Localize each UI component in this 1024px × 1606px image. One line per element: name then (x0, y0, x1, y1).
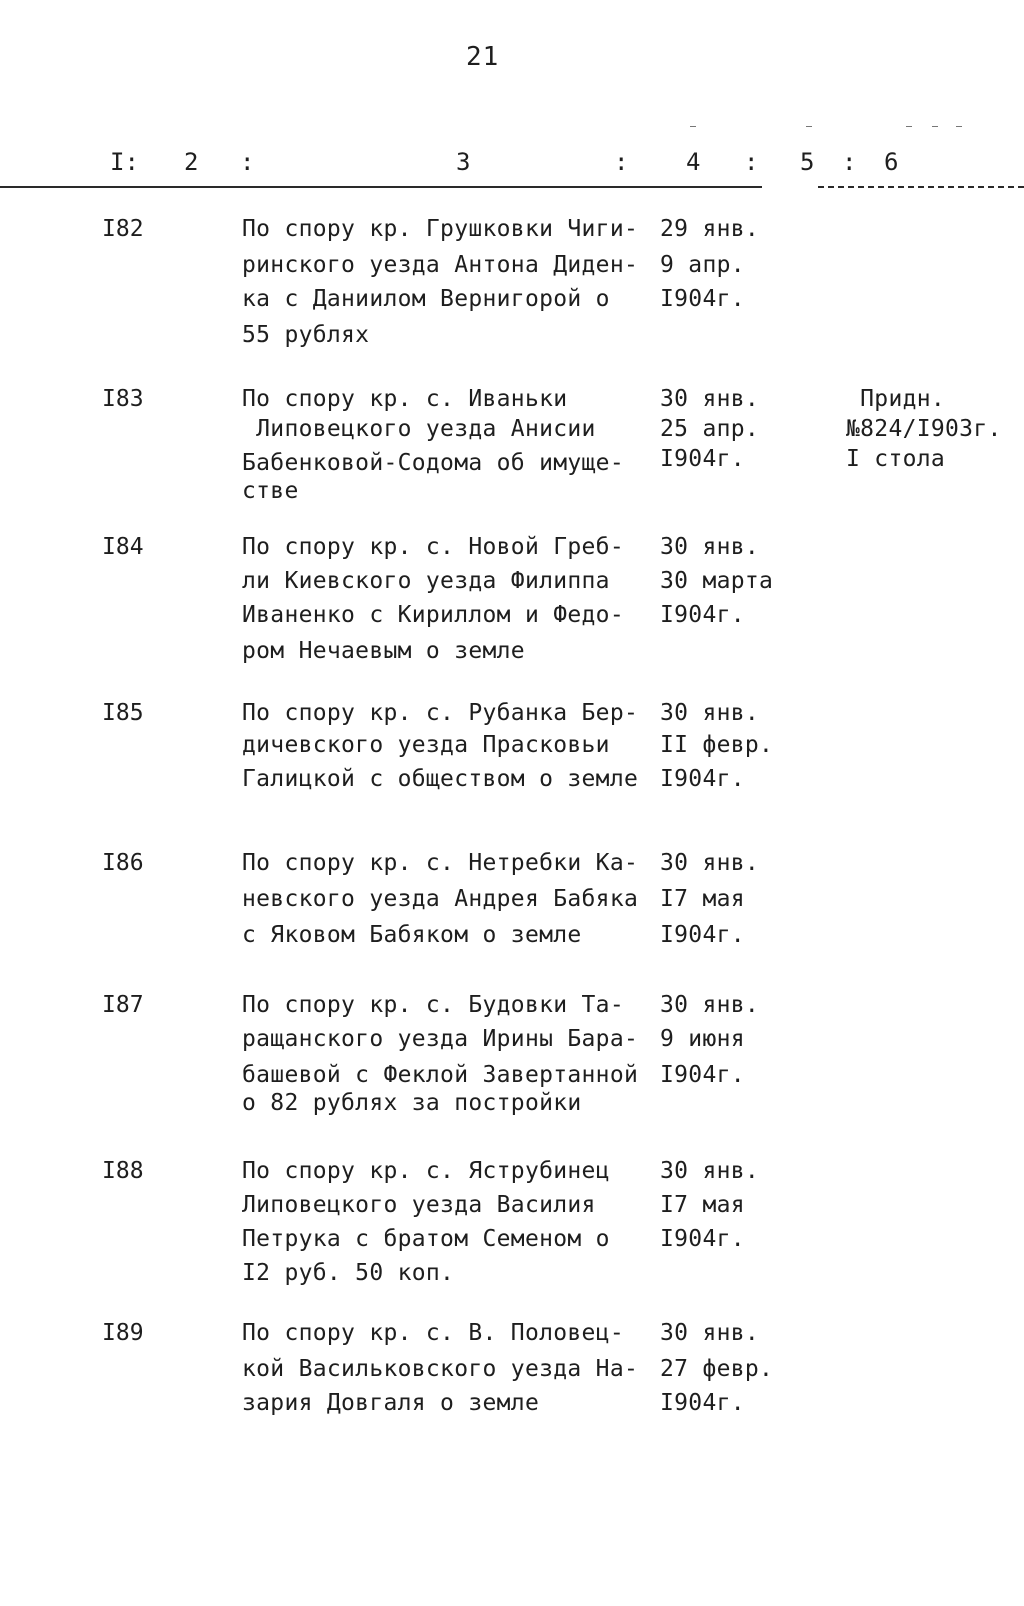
header-tick (932, 126, 938, 127)
page-number: 21 (466, 42, 500, 72)
header-rule (0, 186, 762, 188)
entry-date-line: 30 янв. (660, 850, 760, 876)
entry-date-line: 29 янв. (660, 216, 760, 242)
entry-date-line: 30 янв. (660, 700, 760, 726)
entry-number: I82 (102, 216, 144, 242)
entry-description-line: Галицкой с обществом о земле (242, 766, 639, 792)
entry-date-line: I904г. (660, 1062, 745, 1088)
entry-description-line: По спору кр. с. Будовки Та- (242, 992, 624, 1018)
entry-date-line: I904г. (660, 1226, 745, 1252)
entry-date-line: 30 янв. (660, 1320, 760, 1346)
entry-description-line: Бабенковой-Содома об имуще- (242, 450, 624, 476)
header-tick (956, 126, 962, 127)
entry-date-line: 30 янв. (660, 1158, 760, 1184)
entry-description-line: стве (242, 478, 299, 504)
entry-number: I89 (102, 1320, 144, 1346)
entry-description-line: По спору кр. с. Нетребки Ка- (242, 850, 639, 876)
entry-description-line: с Яковом Бабяком о земле (242, 922, 582, 948)
entry-date-line: 9 апр. (660, 252, 745, 278)
entry-description-line: башевой с Феклой Завертанной (242, 1062, 639, 1088)
col-5-label: 5 (800, 148, 815, 176)
entry-number: I86 (102, 850, 144, 876)
entry-date-line: I904г. (660, 766, 745, 792)
entry-description-line: По спору кр. с. Рубанка Бер- (242, 700, 639, 726)
entry-number: I84 (102, 534, 144, 560)
entry-date-line: 30 марта (660, 568, 774, 594)
col-separator: : (614, 148, 629, 176)
entry-description-line: По спору кр. с. Яструбинец (242, 1158, 610, 1184)
entry-date-line: 30 янв. (660, 534, 760, 560)
col-separator: : (240, 148, 255, 176)
entry-description-line: дичевского уезда Прасковьи (242, 732, 610, 758)
entry-number: I85 (102, 700, 144, 726)
entry-description-line: кой Васильковского уезда На- (242, 1356, 639, 1382)
entry-description-line: По спору кр. с. Новой Греб- (242, 534, 624, 560)
header-tick (906, 126, 912, 127)
col-6-label: 6 (884, 148, 899, 176)
entry-description-line: ка с Даниилом Вернигорой о (242, 286, 610, 312)
entry-description-line: Петрука с братом Семеном о (242, 1226, 610, 1252)
header-tick (690, 126, 696, 127)
entry-date-line: I7 мая (660, 886, 745, 912)
entry-description-line: о 82 рублях за постройки (242, 1090, 582, 1116)
entry-number: I83 (102, 386, 144, 412)
entry-note-line: I стола (846, 446, 946, 472)
entry-description-line: По спору кр. с. В. Половец- (242, 1320, 624, 1346)
entry-description-line: I2 руб. 50 коп. (242, 1260, 455, 1286)
entry-date-line: I904г. (660, 922, 745, 948)
entry-description-line: По спору кр. Грушковки Чиги- (242, 216, 639, 242)
header-rule-right (818, 186, 1024, 188)
col-2-label: 2 (184, 148, 199, 176)
entry-note-line: №824/I903г. (846, 416, 1002, 442)
entry-description-line: Иваненко с Кириллом и Федо- (242, 602, 624, 628)
entry-date-line: 9 июня (660, 1026, 745, 1052)
entry-date-line: I904г. (660, 602, 745, 628)
entry-description-line: По спору кр. с. Иваньки (242, 386, 568, 412)
entry-number: I88 (102, 1158, 144, 1184)
entry-date-line: I904г. (660, 446, 745, 472)
entry-description-line: невского уезда Андрея Бабяка (242, 886, 639, 912)
entry-date-line: 25 апр. (660, 416, 760, 442)
entry-description-line: ром Нечаевым о земле (242, 638, 525, 664)
entry-description-line: ращанского уезда Ирины Бара- (242, 1026, 639, 1052)
entry-description-line: Липовецкого уезда Василия (242, 1192, 596, 1218)
entry-date-line: I904г. (660, 1390, 745, 1416)
col-1-label: I: (110, 148, 139, 176)
header-tick (806, 126, 812, 127)
col-4-label: 4 (686, 148, 701, 176)
entry-description-line: ли Киевского уезда Филиппа (242, 568, 610, 594)
entry-number: I87 (102, 992, 144, 1018)
entry-description-line: Липовецкого уезда Анисии (242, 416, 596, 442)
entry-date-line: 30 янв. (660, 992, 760, 1018)
entry-date-line: II февр. (660, 732, 774, 758)
entry-description-line: ринского уезда Антона Диден- (242, 252, 639, 278)
entry-note-line: Придн. (846, 386, 946, 412)
col-separator: : (842, 148, 857, 176)
col-3-label: 3 (456, 148, 471, 176)
entry-date-line: 30 янв. (660, 386, 760, 412)
entry-date-line: 27 февр. (660, 1356, 774, 1382)
col-separator: : (744, 148, 759, 176)
entry-description-line: зария Довгаля о земле (242, 1390, 540, 1416)
entry-description-line: 55 рублях (242, 322, 370, 348)
entry-date-line: I7 мая (660, 1192, 745, 1218)
entry-date-line: I904г. (660, 286, 745, 312)
